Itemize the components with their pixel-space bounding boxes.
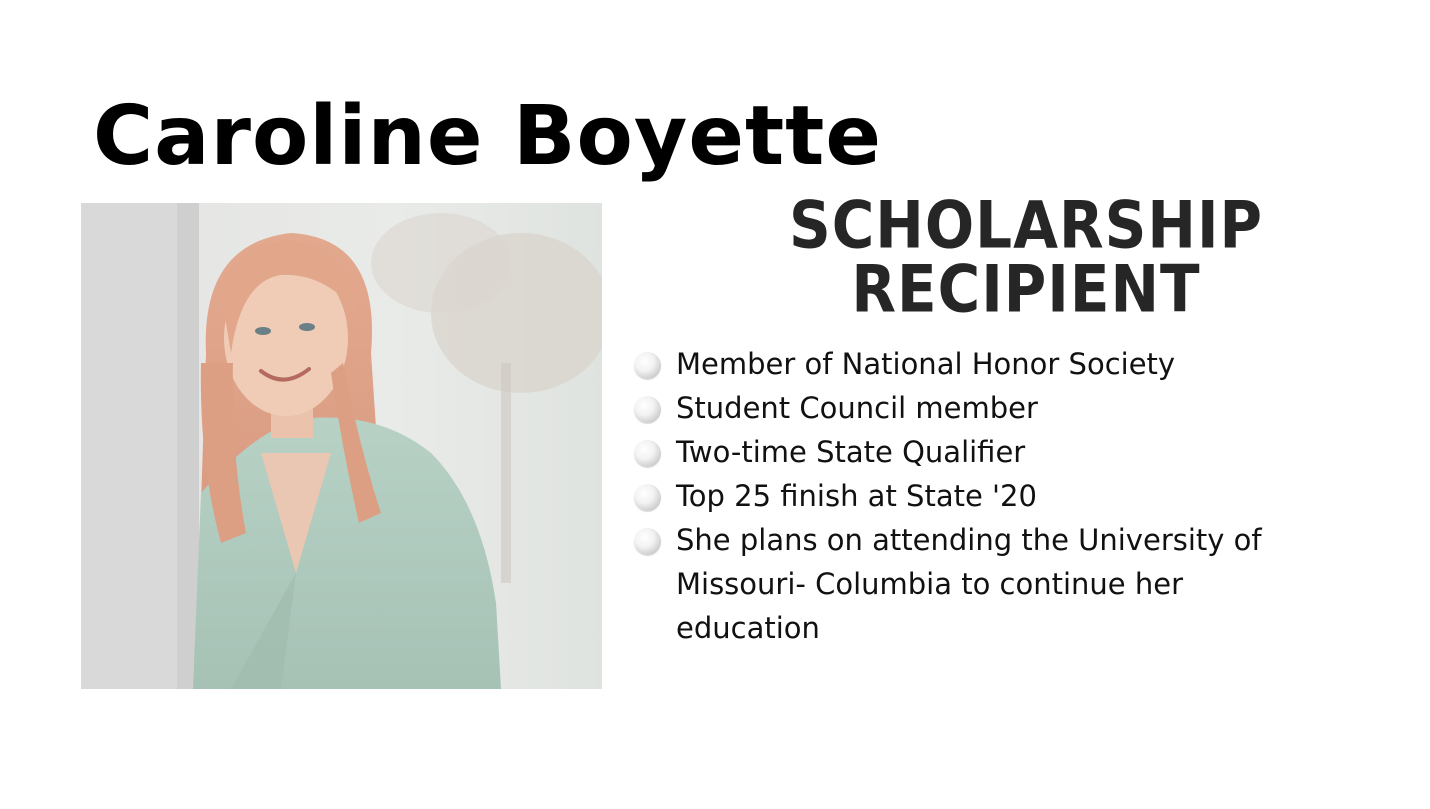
achievements-list — [634, 342, 1294, 650]
list-item — [634, 518, 1294, 650]
recipient-photo — [81, 203, 602, 689]
bullet-icon — [634, 352, 661, 379]
bullet-icon — [634, 396, 661, 423]
heading-line-2: RECIPIENT — [851, 250, 1201, 328]
list-item — [634, 430, 1294, 474]
recipient-name: Caroline Boyette — [93, 89, 882, 184]
bullet-icon — [634, 484, 661, 511]
bullet-icon — [634, 528, 661, 555]
heading-line-1: SCHOLARSHIP — [788, 186, 1264, 264]
list-item-text: Student Council member — [676, 391, 1038, 425]
list-item — [634, 386, 1294, 430]
list-item — [634, 474, 1294, 518]
bullet-icon — [634, 440, 661, 467]
list-item-text: Two-time State Qualifier — [676, 435, 1026, 469]
list-item — [634, 342, 1294, 386]
scholarship-heading — [786, 186, 1266, 328]
list-item-text: Member of National Honor Society — [676, 347, 1176, 381]
list-item-text: Top 25 finish at State '20 — [676, 479, 1037, 513]
list-item-text: She plans on attending the University of Missouri- Columbia to continue her education — [676, 523, 1262, 645]
